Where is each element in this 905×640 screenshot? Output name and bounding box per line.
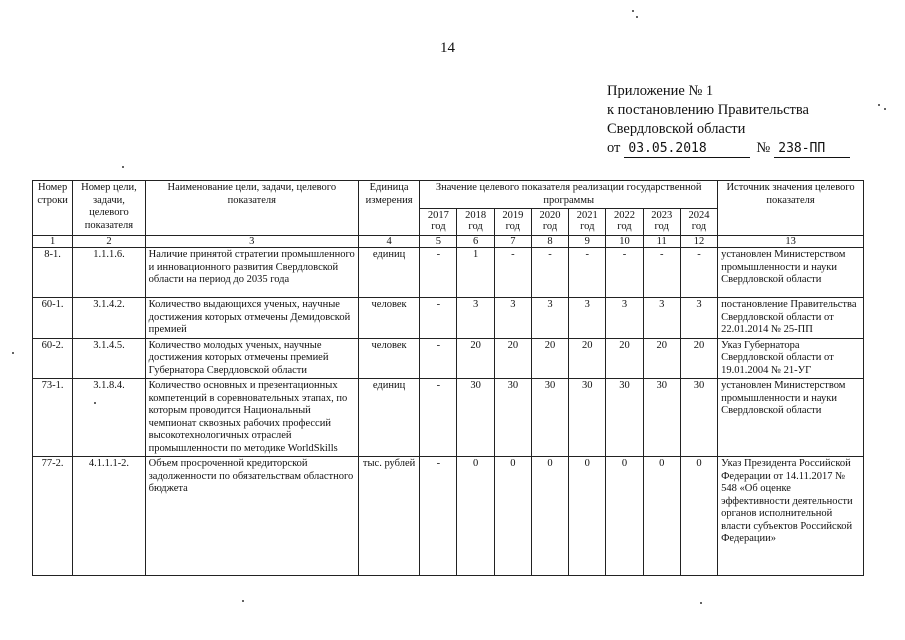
value-2024: - [680, 248, 717, 298]
header-year: 2020 год [531, 209, 568, 236]
header-year: 2021 год [569, 209, 606, 236]
value-2021: 0 [569, 457, 606, 576]
scan-speck [242, 600, 244, 602]
table-row [33, 298, 864, 339]
value-2018: 3 [457, 298, 494, 339]
value-2021: 20 [569, 338, 606, 379]
value-2019: 3 [494, 298, 531, 339]
header-source: Источник значения целевого показателя [718, 181, 864, 236]
header-year: 2017 год [420, 209, 457, 236]
source: постановление Правительства Свердловской области от 22.01.2014 № 25-ПП [718, 298, 864, 339]
value-2024: 3 [680, 298, 717, 339]
scan-speck [700, 602, 702, 604]
column-number: 6 [457, 236, 494, 248]
value-2019: 0 [494, 457, 531, 576]
value-2018: 30 [457, 379, 494, 457]
header-year: 2018 год [457, 209, 494, 236]
value-2017: - [420, 457, 457, 576]
table-row [33, 379, 864, 457]
source: установлен Министерством промышленности и науки Свердловской области [718, 248, 864, 298]
value-2019: - [494, 248, 531, 298]
value-2023: 3 [643, 298, 680, 339]
goal-number: 3.1.4.2. [73, 298, 145, 339]
header-goal-number: Номер цели, задачи, целевого показателя [73, 181, 145, 236]
value-2020: 0 [531, 457, 568, 576]
scan-speck [878, 104, 880, 106]
column-number: 2 [73, 236, 145, 248]
indicator-name: Наличие принятой стратегии промышленного и инновационного развития Свердловской области на период до 2035 года [145, 248, 358, 298]
column-number: 3 [145, 236, 358, 248]
indicator-name: Количество молодых ученых, научные достижения которых отмечены премией Губернатора Свердловской области [145, 338, 358, 379]
source: Указ Губернатора Свердловской области от 19.01.2004 № 21-УГ [718, 338, 864, 379]
value-2019: 20 [494, 338, 531, 379]
value-2023: 0 [643, 457, 680, 576]
appendix-date-number-row [607, 139, 850, 158]
value-2020: 30 [531, 379, 568, 457]
value-2017: - [420, 379, 457, 457]
value-2020: - [531, 248, 568, 298]
scan-speck [884, 108, 886, 110]
column-number: 1 [33, 236, 73, 248]
scan-speck [94, 402, 96, 404]
indicator-name: Количество выдающихся ученых, научные достижения которых отмечены Демидовской премией [145, 298, 358, 339]
value-2021: - [569, 248, 606, 298]
value-2022: 20 [606, 338, 643, 379]
scan-speck [12, 352, 14, 354]
header-indicator-name: Наименование цели, задачи, целевого показателя [145, 181, 358, 236]
value-2018: 0 [457, 457, 494, 576]
appendix-header [607, 82, 850, 158]
unit: тыс. рублей [358, 457, 419, 576]
row-number: 60-2. [33, 338, 73, 379]
row-number: 77-2. [33, 457, 73, 576]
column-number: 11 [643, 236, 680, 248]
resolution-date: 03.05.2018 [624, 141, 750, 158]
header-year: 2024 год [680, 209, 717, 236]
header-row-number: Номер строки [33, 181, 73, 236]
column-number: 7 [494, 236, 531, 248]
indicator-name: Количество основных и презентационных компетенций в соревновательных этапах, по которым проводится Национальный чемпионат сквозных рабочих профессий высокотехнологичных отраслей промышленности по методике WorldSkills [145, 379, 358, 457]
value-2017: - [420, 338, 457, 379]
column-number: 9 [569, 236, 606, 248]
indicators-table [32, 180, 864, 576]
value-2022: 30 [606, 379, 643, 457]
appendix-line-region: Свердловской области [607, 121, 746, 137]
scan-speck [636, 16, 638, 18]
goal-number: 3.1.4.5. [73, 338, 145, 379]
value-2019: 30 [494, 379, 531, 457]
column-number: 12 [680, 236, 717, 248]
number-label: № [756, 140, 771, 156]
source: Указ Президента Российской Федерации от 14.11.2017 № 548 «Об оценке эффективности деятельности органов исполнительной власти субъектов Российской Федерации» [718, 457, 864, 576]
appendix-line-resolution: к постановлению Правительства [607, 102, 809, 118]
header-row [33, 181, 864, 209]
unit: человек [358, 298, 419, 339]
column-number: 8 [531, 236, 568, 248]
row-number: 8-1. [33, 248, 73, 298]
goal-number: 1.1.1.6. [73, 248, 145, 298]
value-2024: 20 [680, 338, 717, 379]
unit: человек [358, 338, 419, 379]
row-number: 60-1. [33, 298, 73, 339]
scan-speck [122, 166, 124, 168]
value-2022: 3 [606, 298, 643, 339]
header-year: 2019 год [494, 209, 531, 236]
scan-speck [632, 10, 634, 12]
value-2017: - [420, 298, 457, 339]
table-row [33, 338, 864, 379]
column-number: 13 [718, 236, 864, 248]
column-number-row [33, 236, 864, 248]
table-row [33, 248, 864, 298]
column-number: 4 [358, 236, 419, 248]
indicator-name: Объем просроченной кредиторской задолженности по обязательствам областного бюджета [145, 457, 358, 576]
goal-number: 4.1.1.1-2. [73, 457, 145, 576]
row-number: 73-1. [33, 379, 73, 457]
table-row [33, 457, 864, 576]
header-values-group: Значение целевого показателя реализации государственной программы [420, 181, 718, 209]
header-year: 2022 год [606, 209, 643, 236]
value-2024: 0 [680, 457, 717, 576]
source: установлен Министерством промышленности и науки Свердловской области [718, 379, 864, 457]
resolution-number: 238-ПП [774, 141, 850, 158]
value-2021: 3 [569, 298, 606, 339]
from-label: от [607, 140, 621, 156]
value-2023: - [643, 248, 680, 298]
goal-number: 3.1.8.4. [73, 379, 145, 457]
column-number: 5 [420, 236, 457, 248]
value-2023: 30 [643, 379, 680, 457]
unit: единиц [358, 379, 419, 457]
value-2022: 0 [606, 457, 643, 576]
value-2020: 20 [531, 338, 568, 379]
unit: единиц [358, 248, 419, 298]
page-number: 14 [440, 40, 455, 56]
header-year: 2023 год [643, 209, 680, 236]
value-2017: - [420, 248, 457, 298]
value-2018: 1 [457, 248, 494, 298]
value-2023: 20 [643, 338, 680, 379]
column-number: 10 [606, 236, 643, 248]
value-2020: 3 [531, 298, 568, 339]
appendix-title: Приложение № 1 [607, 83, 714, 99]
value-2021: 30 [569, 379, 606, 457]
header-unit: Единица измерения [358, 181, 419, 236]
value-2018: 20 [457, 338, 494, 379]
value-2024: 30 [680, 379, 717, 457]
value-2022: - [606, 248, 643, 298]
